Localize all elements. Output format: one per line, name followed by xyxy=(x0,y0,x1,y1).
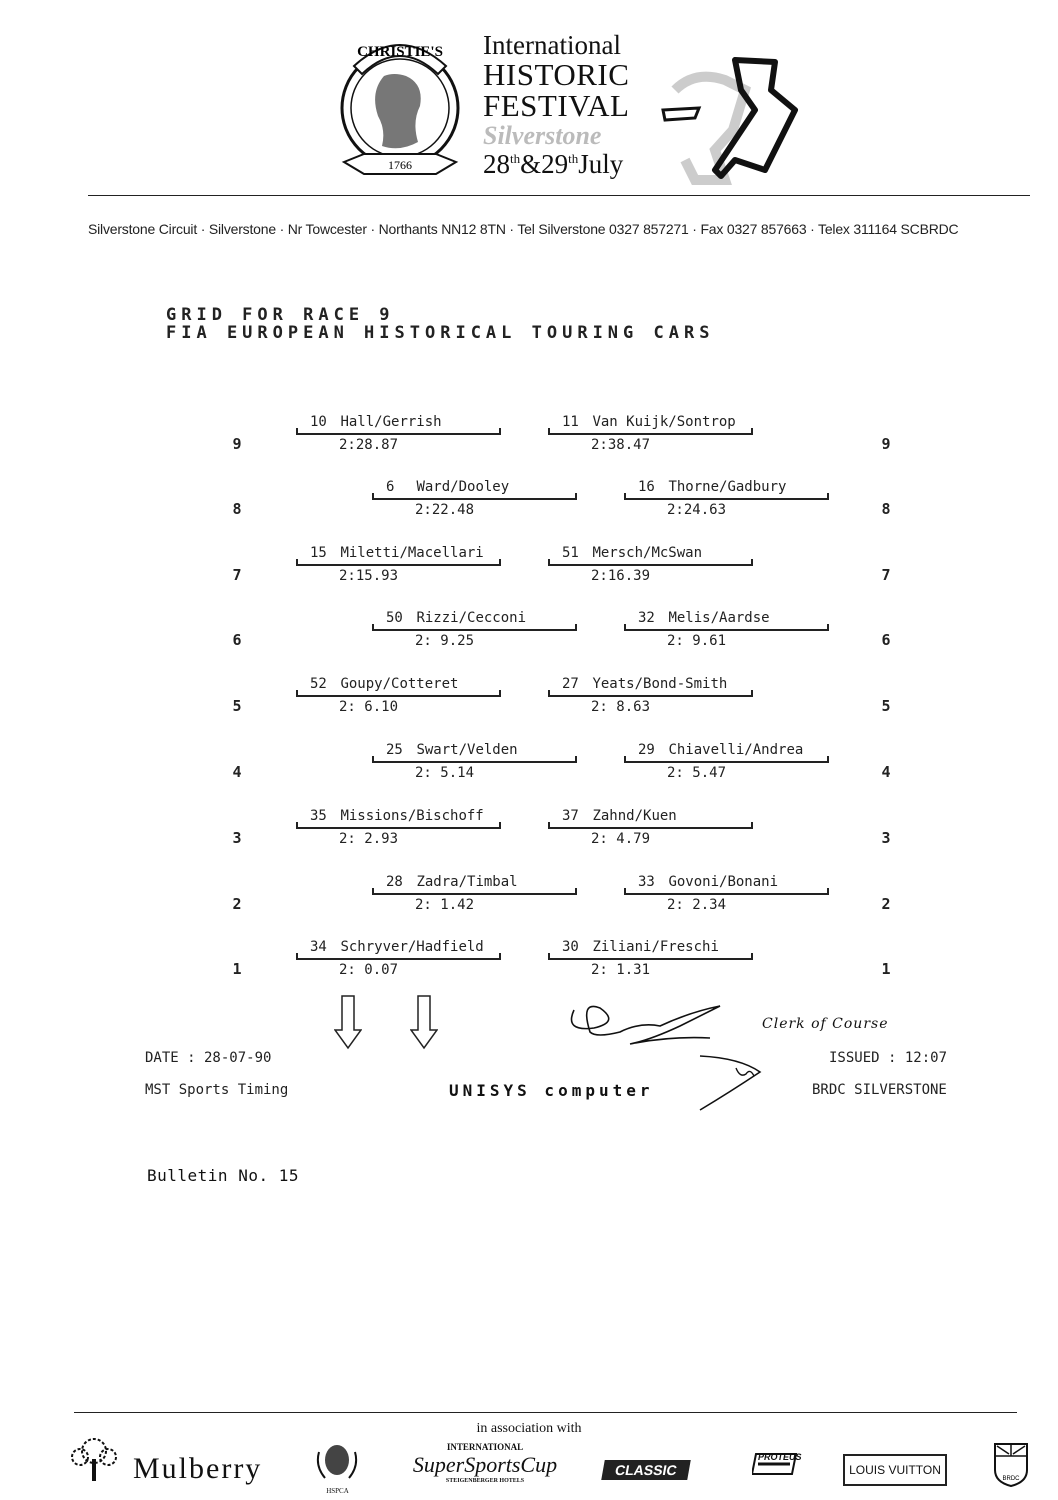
mulberry-tree-icon xyxy=(66,1437,122,1483)
driver-names: Missions/Bischoff xyxy=(340,808,484,824)
grid-slot-line xyxy=(548,958,753,960)
lap-time: 2: 2.34 xyxy=(667,897,727,913)
grid-slot xyxy=(296,545,501,589)
car-number: 27 xyxy=(562,676,579,692)
car-number: 10 xyxy=(310,414,327,430)
grid-slot xyxy=(624,742,829,786)
grid-slot-bracket xyxy=(296,953,298,960)
lap-time: 2:16.39 xyxy=(591,568,651,584)
brdc-label: BRDC SILVERSTONE xyxy=(812,1082,947,1098)
grid-entry xyxy=(562,808,677,824)
grid-slot-line xyxy=(548,695,753,697)
festival-title xyxy=(483,32,629,178)
driver-names: Rizzi/Cecconi xyxy=(416,610,527,626)
grid-entry xyxy=(310,939,484,955)
grid-slot xyxy=(624,610,829,654)
grid-row-number-right: 4 xyxy=(881,763,891,781)
car-number: 52 xyxy=(310,676,327,692)
lap-time: 2: 5.47 xyxy=(667,765,727,781)
sponsor-divider xyxy=(74,1412,1017,1413)
grid-slot-bracket xyxy=(548,559,550,566)
grid-slot xyxy=(296,808,501,852)
driver-names: Zahnd/Kuen xyxy=(592,808,677,824)
grid-slot-line xyxy=(548,433,753,435)
driver-names: Zadra/Timbal xyxy=(416,874,518,890)
lap-time: 2: 6.10 xyxy=(339,699,399,715)
grid-entry xyxy=(386,479,509,495)
grid-row-number-right: 3 xyxy=(881,829,891,847)
car-number: 35 xyxy=(310,808,327,824)
grid-slot-bracket xyxy=(296,822,298,829)
grid-slot-bracket xyxy=(624,888,626,895)
grid-slot xyxy=(372,479,577,523)
car-number: 29 xyxy=(638,742,655,758)
grid-slot-bracket xyxy=(372,493,374,500)
proteus-logo: PROTEUS xyxy=(752,1450,798,1478)
lap-time: 2: 1.31 xyxy=(591,962,651,978)
grid-entry xyxy=(310,808,484,824)
clerk-note: Clerk of Course xyxy=(762,1016,889,1032)
grid-row-number-left: 8 xyxy=(232,500,242,518)
driver-names: Govoni/Bonani xyxy=(668,874,779,890)
lap-time: 2: 2.93 xyxy=(339,831,399,847)
grid-slot-bracket xyxy=(751,428,753,435)
grid-row-number-right: 7 xyxy=(881,566,891,584)
grid-row-number-right: 2 xyxy=(881,895,891,913)
car-number: 51 xyxy=(562,545,579,561)
car-number: 33 xyxy=(638,874,655,890)
grid-slot-bracket xyxy=(499,428,501,435)
grid-slot-line xyxy=(296,827,501,829)
grid-slot-line xyxy=(548,564,753,566)
race-name: FIA EUROPEAN HISTORICAL TOURING CARS xyxy=(166,323,715,343)
grid-slot-bracket xyxy=(548,690,550,697)
grid-slot xyxy=(624,479,829,523)
grid-slot-bracket xyxy=(575,756,577,763)
grid-slot-line xyxy=(296,564,501,566)
lap-time: 2: 0.07 xyxy=(339,962,399,978)
lap-time: 2:38.47 xyxy=(591,437,651,453)
car-number: 30 xyxy=(562,939,579,955)
driver-names: Swart/Velden xyxy=(416,742,518,758)
grid-slot-bracket xyxy=(751,559,753,566)
grid-slot xyxy=(548,939,753,983)
grid-title: GRID FOR RACE 9 xyxy=(166,305,395,325)
grid-slot-line xyxy=(296,433,501,435)
grid-slot xyxy=(372,742,577,786)
date-label: DATE : 28-07-90 xyxy=(145,1050,272,1066)
address-line: Silverstone Circuit · Silverstone · Nr Towcester · Northants NN12 8TN · Tel Silverstone 0327 857271 · Fax 0327 857663 · Telex 311164 SCBRDC xyxy=(88,221,959,237)
grid-entry xyxy=(638,742,803,758)
grid-slot-bracket xyxy=(499,559,501,566)
grid-entry xyxy=(562,676,727,692)
car-number: 50 xyxy=(386,610,403,626)
car-number: 28 xyxy=(386,874,403,890)
driver-names: Miletti/Macellari xyxy=(340,545,484,561)
grid-slot-line xyxy=(372,498,577,500)
grid-slot-line xyxy=(296,958,501,960)
festival-line-1: International xyxy=(483,30,621,60)
grid-slot xyxy=(548,676,753,720)
grid-slot-bracket xyxy=(548,822,550,829)
grid-row-number-left: 7 xyxy=(232,566,242,584)
seal-top-text: CHRISTIE'S xyxy=(357,44,443,60)
grid-row-number-left: 9 xyxy=(232,435,242,453)
grid-slot-bracket xyxy=(827,888,829,895)
grid-slot-bracket xyxy=(575,888,577,895)
grid-row-number-left: 4 xyxy=(232,763,242,781)
grid-entry xyxy=(638,610,770,626)
issued-label: ISSUED : 12:07 xyxy=(829,1050,948,1066)
grid-row-number-left: 5 xyxy=(232,697,242,715)
grid-row-number-right: 8 xyxy=(881,500,891,518)
lap-time: 2: 9.25 xyxy=(415,633,475,649)
driver-names: Goupy/Cotteret xyxy=(340,676,459,692)
car-number: 15 xyxy=(310,545,327,561)
grid-slot-bracket xyxy=(372,888,374,895)
festival-venue: Silverstone xyxy=(483,121,602,150)
car-number: 11 xyxy=(562,414,579,430)
festival-line-2: HISTORIC xyxy=(483,57,630,92)
grid-entry xyxy=(562,939,719,955)
bulletin-number: Bulletin No. 15 xyxy=(147,1166,299,1185)
hspca-logo: HSPCA xyxy=(315,1442,360,1492)
grid-slot xyxy=(548,545,753,589)
lap-time: 2: 1.42 xyxy=(415,897,475,913)
association-text: in association with xyxy=(476,1421,582,1436)
clerk-signature xyxy=(560,992,780,1121)
car-number: 25 xyxy=(386,742,403,758)
supersports-cup-logo: INTERNATIONAL SuperSportsCup STEIGENBERGER HOTELS xyxy=(412,1442,558,1484)
grid-slot-bracket xyxy=(827,624,829,631)
driver-names: Thorne/Gadbury xyxy=(668,479,787,495)
grid-entry xyxy=(310,414,442,430)
grid-slot-line xyxy=(624,893,829,895)
grid-slot-bracket xyxy=(296,559,298,566)
driver-names: Ward/Dooley xyxy=(416,479,510,495)
grid-slot-line xyxy=(372,893,577,895)
grid-slot-bracket xyxy=(548,428,550,435)
grid-slot-line xyxy=(624,629,829,631)
lap-time: 2: 8.63 xyxy=(591,699,651,715)
grid-slot-bracket xyxy=(827,756,829,763)
driver-names: Schryver/Hadfield xyxy=(340,939,484,955)
grid-entry xyxy=(386,610,526,626)
festival-dates: 28th&29thJuly xyxy=(483,149,624,179)
grid-slot-bracket xyxy=(827,493,829,500)
grid-slot xyxy=(296,676,501,720)
grid-slot xyxy=(548,808,753,852)
arrow-down-icon xyxy=(334,994,362,1057)
timing-label: MST Sports Timing xyxy=(145,1082,289,1098)
grid-slot xyxy=(296,414,501,458)
grid-slot xyxy=(372,610,577,654)
header-divider xyxy=(88,195,1030,196)
grid-slot-bracket xyxy=(575,624,577,631)
lap-time: 2:24.63 xyxy=(667,502,727,518)
lap-time: 2: 4.79 xyxy=(591,831,651,847)
mulberry-logo: Mulberry xyxy=(133,1452,263,1485)
classic-logo: CLASSIC xyxy=(601,1460,691,1480)
grid-entry xyxy=(638,874,778,890)
arrow-down-icon xyxy=(410,994,438,1057)
svg-text:BRDC: BRDC xyxy=(1002,1476,1020,1482)
grid-entry xyxy=(638,479,786,495)
grid-slot-bracket xyxy=(751,822,753,829)
grid-slot-bracket xyxy=(499,690,501,697)
grid-entry xyxy=(386,874,518,890)
grid-slot xyxy=(624,874,829,918)
unisys-label: UNISYS computer xyxy=(449,1081,654,1100)
lap-time: 2:22.48 xyxy=(415,502,475,518)
grid-slot-line xyxy=(372,629,577,631)
grid-slot-line xyxy=(296,695,501,697)
driver-names: Mersch/McSwan xyxy=(592,545,703,561)
grid-row-number-right: 9 xyxy=(881,435,891,453)
grid-slot-bracket xyxy=(499,953,501,960)
grid-entry xyxy=(310,545,484,561)
grid-slot xyxy=(372,874,577,918)
brdc-crest-logo xyxy=(993,1442,1029,1488)
grid-slot-bracket xyxy=(499,822,501,829)
grid-entry xyxy=(310,676,458,692)
grid-slot-line xyxy=(624,761,829,763)
driver-names: Melis/Aardse xyxy=(668,610,770,626)
seal-year: 1766 xyxy=(388,158,412,172)
louis-vuitton-logo: LOUIS VUITTON xyxy=(843,1454,947,1486)
grid-slot-bracket xyxy=(575,493,577,500)
grid-slot-bracket xyxy=(372,624,374,631)
grid-row-number-left: 2 xyxy=(232,895,242,913)
grid-slot-bracket xyxy=(372,756,374,763)
grid-slot-bracket xyxy=(548,953,550,960)
grid-slot-line xyxy=(372,761,577,763)
grid-row-number-left: 3 xyxy=(232,829,242,847)
driver-names: Hall/Gerrish xyxy=(340,414,442,430)
grid-slot-line xyxy=(624,498,829,500)
driver-names: Van Kuijk/Sontrop xyxy=(592,414,736,430)
grid-row-number-left: 1 xyxy=(232,960,242,978)
grid-entry xyxy=(562,414,736,430)
grid-slot-bracket xyxy=(296,690,298,697)
car-number: 6 xyxy=(386,479,395,495)
grid-slot-bracket xyxy=(624,493,626,500)
festival-line-3: FESTIVAL xyxy=(483,88,630,123)
car-number: 16 xyxy=(638,479,655,495)
grid-entry xyxy=(562,545,702,561)
grid-slot-bracket xyxy=(296,428,298,435)
grid-slot-bracket xyxy=(751,690,753,697)
grid-row-number-right: 6 xyxy=(881,631,891,649)
grid-slot-bracket xyxy=(624,624,626,631)
grid-slot-bracket xyxy=(751,953,753,960)
grid-row-number-right: 1 xyxy=(881,960,891,978)
car-number: 32 xyxy=(638,610,655,626)
car-number: 34 xyxy=(310,939,327,955)
grid-row-number-right: 5 xyxy=(881,697,891,715)
grid-entry xyxy=(386,742,518,758)
driver-names: Yeats/Bond-Smith xyxy=(592,676,728,692)
lap-time: 2: 9.61 xyxy=(667,633,727,649)
grid-slot-line xyxy=(548,827,753,829)
grid-slot xyxy=(548,414,753,458)
grid-row-number-left: 6 xyxy=(232,631,242,649)
driver-names: Ziliani/Freschi xyxy=(592,939,719,955)
circuit-map-icon xyxy=(655,50,815,190)
lap-time: 2:15.93 xyxy=(339,568,399,584)
driver-names: Chiavelli/Andrea xyxy=(668,742,804,758)
christies-seal-logo xyxy=(334,26,466,188)
grid-slot-bracket xyxy=(624,756,626,763)
car-number: 37 xyxy=(562,808,579,824)
lap-time: 2: 5.14 xyxy=(415,765,475,781)
lap-time: 2:28.87 xyxy=(339,437,399,453)
grid-slot xyxy=(296,939,501,983)
